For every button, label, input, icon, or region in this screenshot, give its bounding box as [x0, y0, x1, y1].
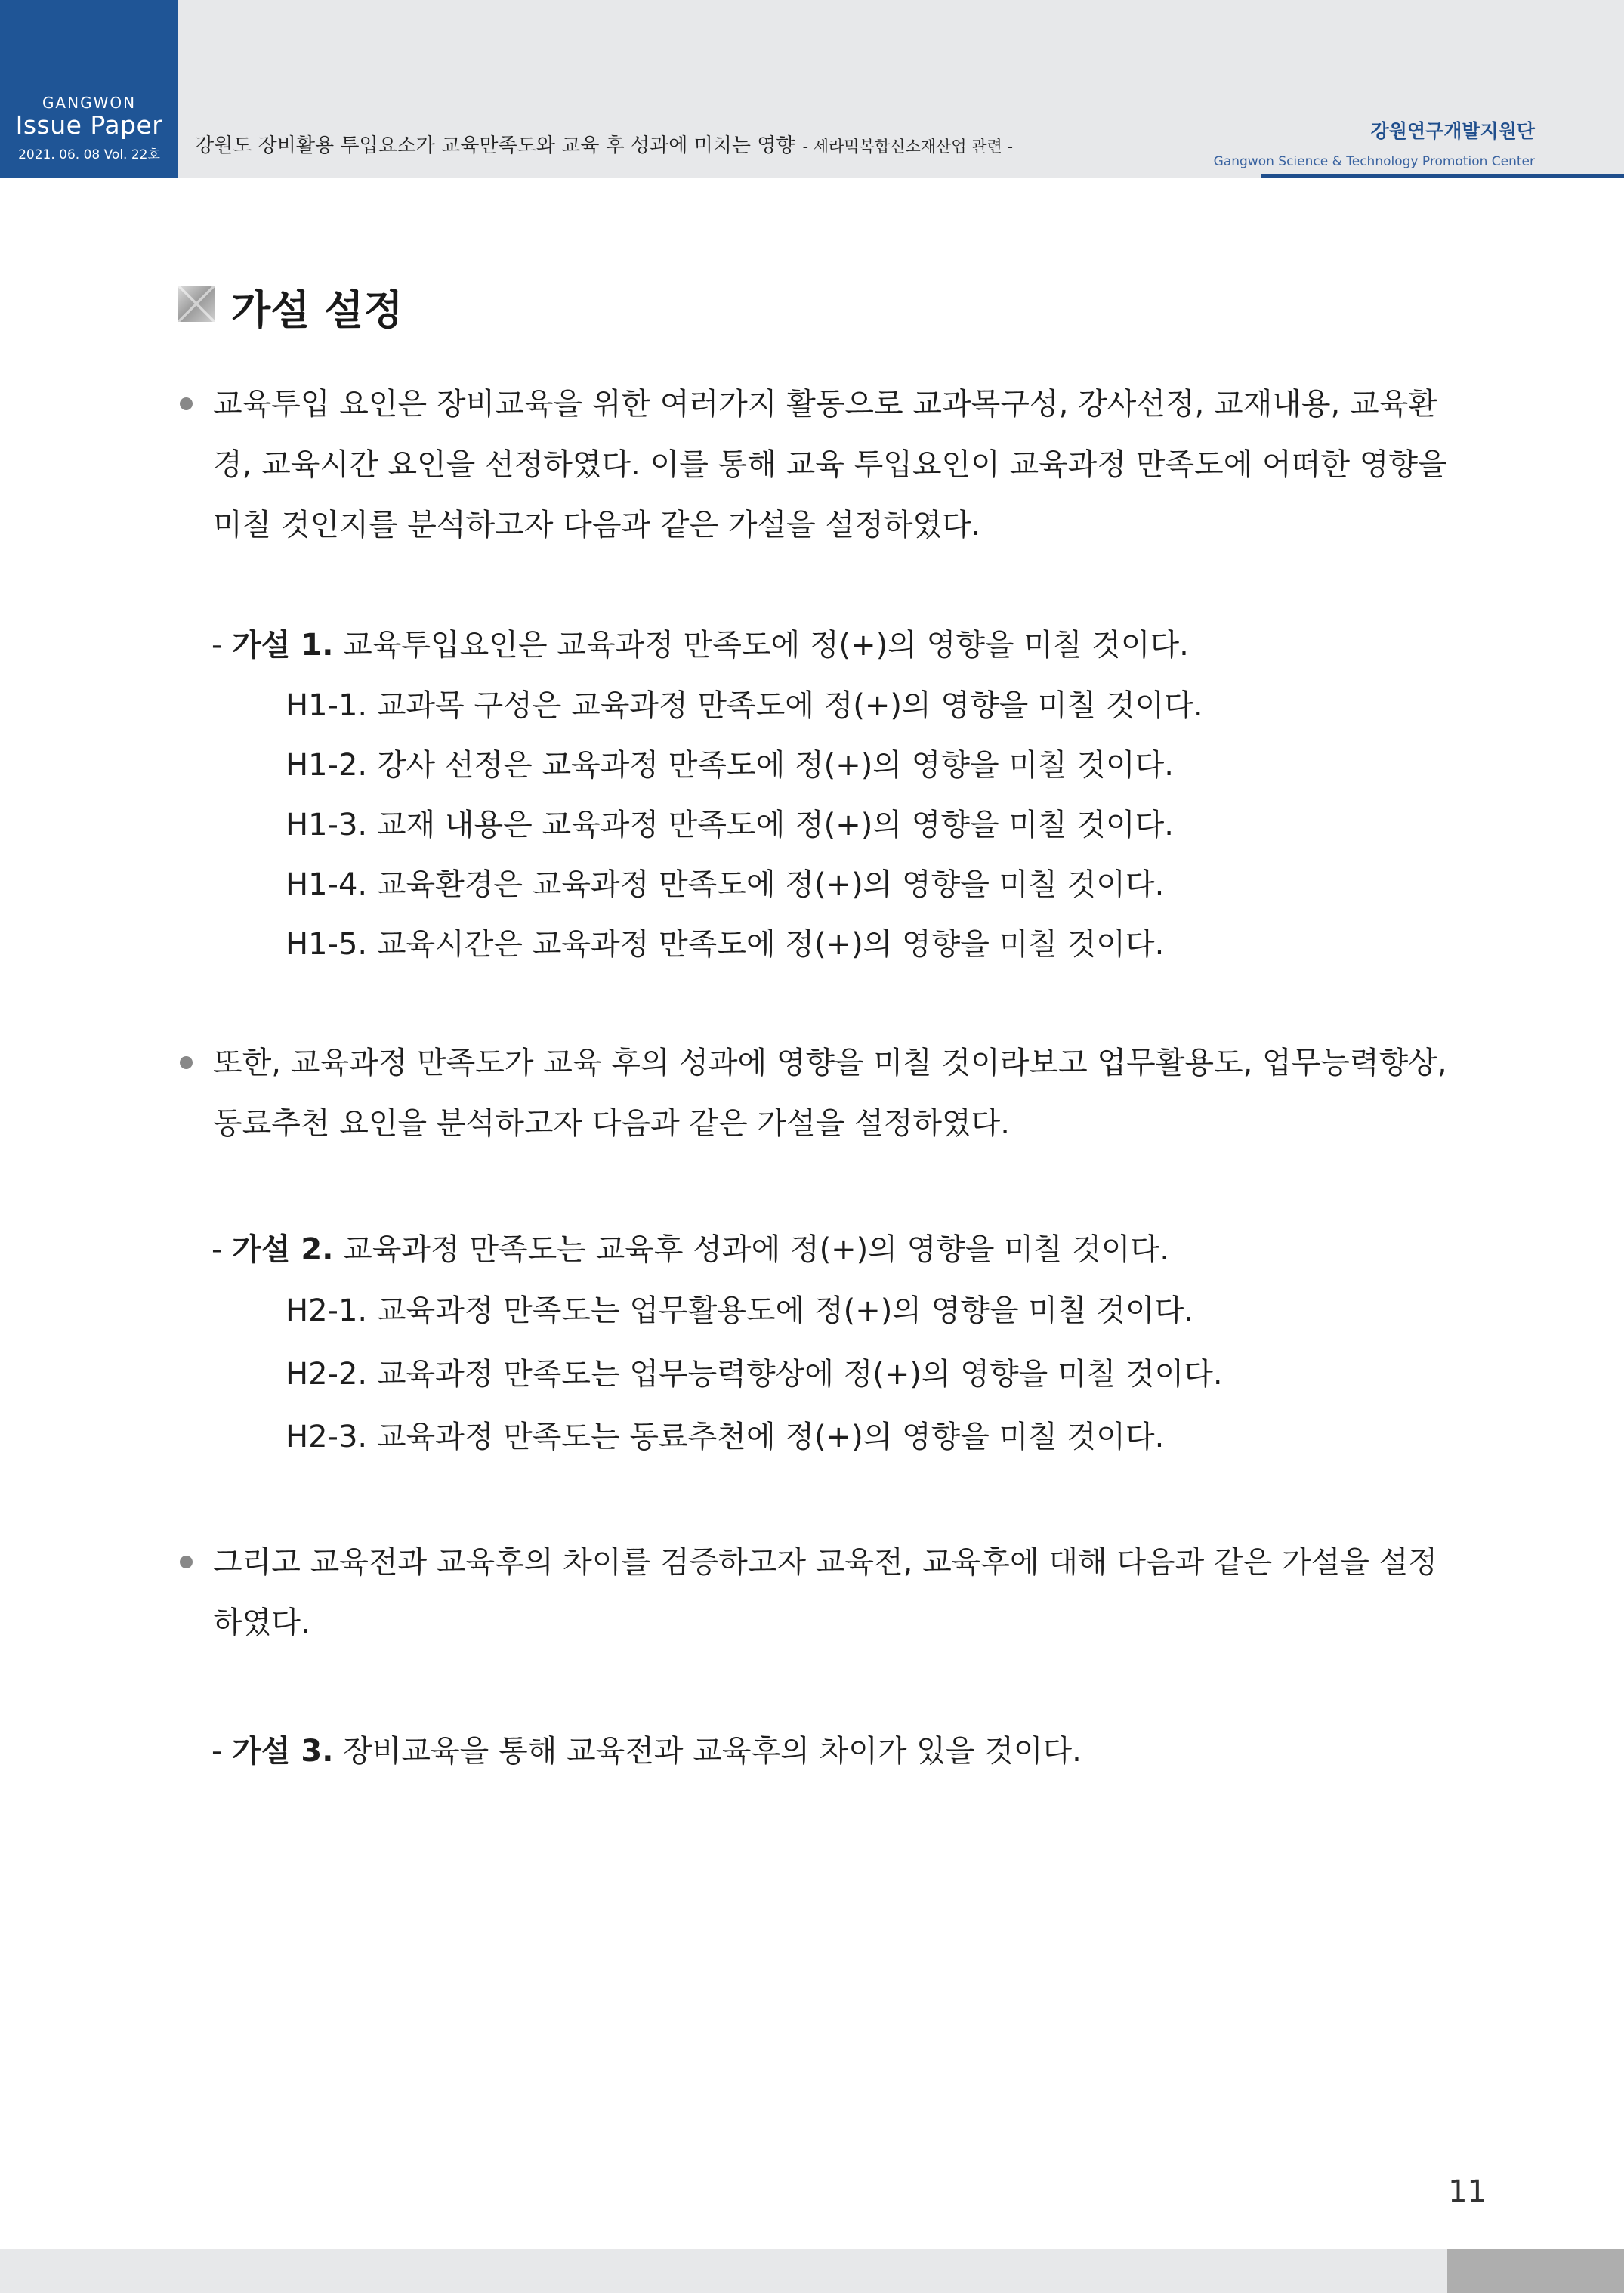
- hypothesis-1-2: H1-2. 강사 선정은 교육과정 만족도에 정(+)의 영향을 미칠 것이다.: [286, 748, 1175, 783]
- hypothesis-2-2: H2-2. 교육과정 만족도는 업무능력향상에 정(+)의 영향을 미칠 것이다.: [286, 1357, 1223, 1392]
- hypothesis-3: [211, 1730, 1082, 1772]
- hypothesis-1-4: H1-4. 교육환경은 교육과정 만족도에 정(+)의 영향을 미칠 것이다.: [286, 867, 1165, 902]
- paragraph-1: 교육투입 요인은 장비교육을 위한 여러가지 활동으로 교과목구성, 강사선정, 교재내용, 교육환경, 교육시간 요인을 선정하였다. 이를 통해 교육 투입요인이 교육과정 만족도에 어떠한 영향을 미칠 것인지를 분석하고자 다음과 같은 가설을 설정하였다.: [213, 387, 1447, 542]
- hypothesis-1-1: H1-1. 교과목 구성은 교육과정 만족도에 정(+)의 영향을 미칠 것이다.: [286, 688, 1203, 723]
- bullet-icon: [180, 397, 193, 410]
- page-number: 11: [1448, 2174, 1487, 2209]
- hypothesis-1: [211, 624, 1189, 666]
- hypothesis-dash: -: [211, 628, 233, 663]
- paragraph-2: 또한, 교육과정 만족도가 교육 후의 성과에 영향을 미칠 것이라보고 업무활용도, 업무능력향상, 동료추천 요인을 분석하고자 다음과 같은 가설을 설정하였다.: [213, 1046, 1447, 1141]
- hypothesis-label: 가설 2.: [232, 1232, 334, 1267]
- organization-name-ko: 강원연구개발지원단: [1370, 120, 1535, 142]
- bullet-icon: [180, 1056, 193, 1069]
- hypothesis-label: 가설 3.: [232, 1734, 334, 1769]
- hypothesis-2-1: H2-1. 교육과정 만족도는 업무활용도에 정(+)의 영향을 미칠 것이다.: [286, 1293, 1193, 1328]
- hypothesis-label: 가설 1.: [232, 628, 334, 663]
- issue-paper-badge: [0, 0, 178, 178]
- hypothesis-dash: -: [211, 1734, 233, 1769]
- hypothesis-text: 교육과정 만족도는 교육후 성과에 정(+)의 영향을 미칠 것이다.: [333, 1232, 1169, 1267]
- square-marker-icon: [178, 286, 215, 322]
- footer-accent-block: [1447, 2249, 1624, 2293]
- hypothesis-1-5: H1-5. 교육시간은 교육과정 만족도에 정(+)의 영향을 미칠 것이다.: [286, 927, 1165, 962]
- hypothesis-text: 교육투입요인은 교육과정 만족도에 정(+)의 영향을 미칠 것이다.: [333, 628, 1189, 663]
- footer-bar: [0, 2249, 1624, 2293]
- organization: [1214, 116, 1535, 169]
- organization-underline: [1261, 174, 1624, 178]
- badge-title: Issue Paper: [15, 110, 163, 140]
- organization-name-en: Gangwon Science & Technology Promotion Center: [1213, 154, 1535, 169]
- paragraph-3: 그리고 교육전과 교육후의 차이를 검증하고자 교육전, 교육후에 대해 다음과 같은 가설을 설정하였다.: [213, 1545, 1437, 1640]
- document-title-main: 강원도 장비활용 투입요소가 교육만족도와 교육 후 성과에 미치는 영향: [195, 134, 795, 157]
- document-title: [195, 130, 1013, 158]
- page-header: [0, 0, 1624, 178]
- badge-region: GANGWON: [42, 94, 137, 112]
- bullet-icon: [180, 1556, 193, 1568]
- section-title: 가설 설정: [231, 286, 403, 334]
- hypothesis-2-3: H2-3. 교육과정 만족도는 동료추천에 정(+)의 영향을 미칠 것이다.: [286, 1420, 1165, 1454]
- hypothesis-dash: -: [211, 1232, 233, 1267]
- hypothesis-1-3: H1-3. 교재 내용은 교육과정 만족도에 정(+)의 영향을 미칠 것이다.: [286, 808, 1175, 842]
- badge-date: 2021. 06. 08 Vol. 22호: [18, 147, 160, 162]
- hypothesis-text: 장비교육을 통해 교육전과 교육후의 차이가 있을 것이다.: [333, 1734, 1082, 1769]
- hypothesis-2: [211, 1228, 1169, 1271]
- document-title-sub: - 세라믹복합신소재산업 관련 -: [802, 138, 1014, 156]
